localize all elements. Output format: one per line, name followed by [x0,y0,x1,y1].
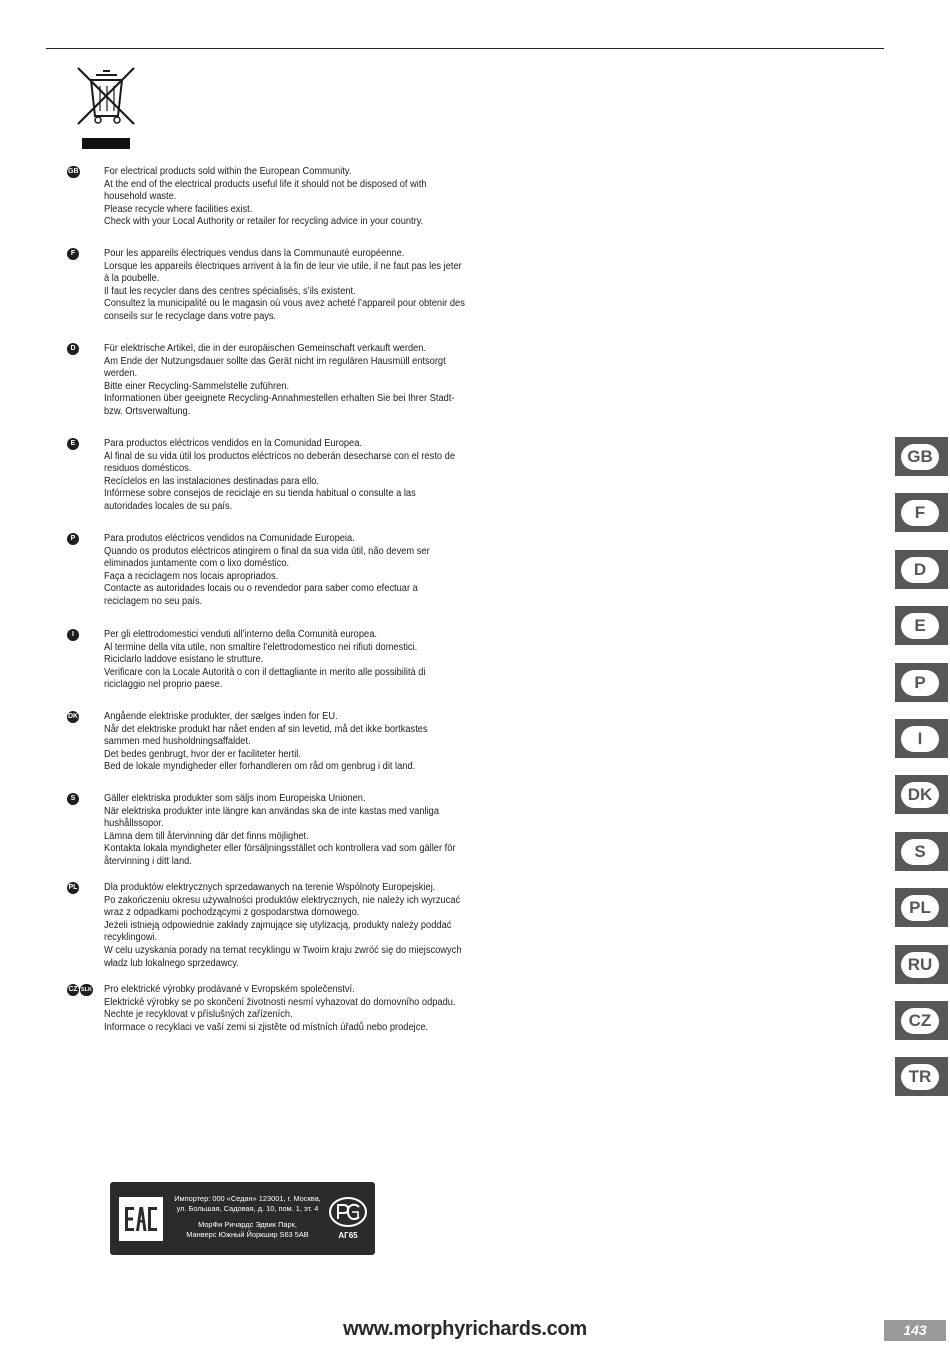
text-line: hushållssopor. [104,818,164,830]
lang-badge-i: I [67,629,79,641]
text-line: recyklingowi. [104,932,158,944]
text-line: Angående elektriske produkter, der sælges inden for EU. [104,711,338,722]
lang-badge-p: P [67,533,79,545]
text-line: eliminados juntamente com o lixo doméstico. [104,558,290,570]
text-line: werden. [104,368,138,380]
lang-badge-slk: SLK [80,984,93,996]
certification-text [170,1194,325,1240]
top-rule [46,48,884,49]
text-line: Al termine della vita utile, non smaltire l’elettrodomestico nei rifiuti domestici. [104,641,418,653]
text-line: Please recycle where facilities exist. [104,203,253,215]
text-line: sammen med husholdningsaffaldet. [104,736,251,748]
text-line: Per gli elettrodomestici venduti all’interno della Comunità europea. [104,629,377,640]
tab-s[interactable] [895,832,948,871]
tab-label: CZ [901,1008,939,1034]
importer-line: ул. Большая, Садовая, д. 10, пом. 1, эт. 4 [176,1204,319,1213]
text-line: Bed de lokale myndigheder eller forhandleren om råd om genbrug i dit land. [104,761,416,773]
tab-e[interactable] [895,606,948,645]
text-line: residuos domésticos. [104,463,192,475]
text-line: władz lub lokalnego sprzedawcy. [104,957,239,969]
text-line: Jeżeli istnieją odpowiednie zakłady zajmujące się utylizacją, produkty należy poddać [104,919,452,931]
text-line: Pro elektrické výrobky prodávané v Evropském společenství. [104,984,355,995]
tab-p[interactable] [895,663,948,702]
tab-label: S [901,839,939,865]
tab-dk[interactable] [895,775,948,814]
text-line: autoridades locales de su país. [104,500,233,512]
weee-crossed-bin-icon [76,66,136,150]
lang-badge-dk: DK [67,711,79,723]
manufacturer-line: МорФи Ричардс Эдвик Парк, [198,1220,297,1229]
text-line: Informationen über geeignete Recycling-Annahmestellen erhalten Sie bei Ihrer Stadt- [104,393,455,405]
pct-mark-icon [328,1196,368,1228]
page-number: 143 [884,1320,946,1341]
text-line: For electrical products sold within the European Community. [104,166,352,177]
tab-pl[interactable] [895,888,948,927]
text-line: Når det elektriske produkt har nået enden af sin levetid, må det ikke bortkastes [104,723,428,735]
text-line: Gäller elektriska produkter som säljs inom Europeiska Unionen. [104,793,366,804]
text-line: à la poubelle. [104,273,160,285]
tab-label: F [901,500,939,526]
text-line: Check with your Local Authority or retailer for recycling advice in your country. [104,216,424,228]
tab-label: I [901,726,939,752]
tab-ru[interactable] [895,945,948,984]
tab-label: D [901,557,939,583]
eac-mark-icon [119,1197,163,1241]
text-line: Po zakończeniu okresu używalności produktów elektrycznych, nie należy ich wyrzucać [104,894,461,906]
text-line: Informace o recyklaci ve vaší zemi si zjistěte od místních úřadů nebo prodejce. [104,1021,429,1033]
text-line: Para produtos eléctricos vendidos na Comunidade Europeia. [104,533,355,544]
lang-badge-f: F [67,248,79,260]
text-line: Verificare con la Locale Autorità o con il dettagliante in merito alle possibilità di [104,666,426,678]
tab-f[interactable] [895,493,948,532]
text-line: Elektrické výrobky se po skončení životnosti nesmí vyhazovat do domovního odpadu. [104,996,456,1008]
text-line: At the end of the electrical products useful life it should not be disposed of with [104,178,427,190]
text-line: Dla produktów elektrycznych sprzedawanych na terenie Wspólnoty Europejskiej. [104,882,436,893]
lang-badge-cz: CZ [67,984,79,996]
text-line: Nechte je recyklovat v příslušných zařízeních. [104,1009,293,1021]
lang-badge-gb: GB [67,166,80,178]
tab-tr[interactable] [895,1057,948,1096]
text-line: Para productos eléctricos vendidos en la Comunidad Europea. [104,438,362,449]
tab-d[interactable] [895,550,948,589]
text-line: Für elektrische Artikel, die in der europäischen Gemeinschaft verkauft werden. [104,343,427,354]
text-line: Lorsque les appareils électriques arrivent à la fin de leur vie utile, il ne faut pas les jeter [104,260,462,272]
tab-cz[interactable] [895,1001,948,1040]
tab-label: RU [901,952,939,978]
website-url[interactable]: www.morphyrichards.com [343,1318,587,1340]
tab-label: P [901,670,939,696]
text-line: bzw. Ortsverwaltung. [104,405,191,417]
lang-badge-e: E [67,438,79,450]
text-line: riciclaggio nel proprio paese. [104,679,223,691]
text-line: Det bedes genbrugt, hvor der er faciliteter hertil. [104,748,301,760]
text-line: Am Ende der Nutzungsdauer sollte das Gerät nicht im regulären Hausmüll entsorgt [104,355,446,367]
text-line: Faça a reciclagem nos locais apropriados. [104,570,279,582]
text-line: Contacte as autoridades locais ou o revendedor para saber como efectuar a [104,583,418,595]
lang-badge-group [67,984,93,996]
text-line: W celu uzyskania porady na temat recyklingu w Twoim kraju zwróć się do miejscowych [104,944,462,956]
text-line: conseils sur le recyclage dans votre pays. [104,310,277,322]
text-line: Pour les appareils électriques vendus dans la Communauté européenne. [104,248,405,259]
text-line: Recíclelos en las instalaciones destinadas para ello. [104,475,320,487]
text-line: Il faut les recycler dans des centres spécialisés, s’ils existent. [104,285,356,297]
tab-gb[interactable] [895,437,948,476]
text-line: Bitte einer Recycling-Sammelstelle zuführen. [104,380,290,392]
text-line: Quando os produtos eléctricos atingirem o final da sua vida útil, não devem ser [104,545,430,557]
text-line: reciclagem no seu país. [104,595,203,607]
importer-line: Импортер: 000 «Седан» 123001, г. Москва, [174,1194,321,1203]
tab-label: DK [901,782,939,808]
certification-block [110,1182,375,1255]
text-line: household waste. [104,191,177,203]
text-line: återvinning i ditt land. [104,855,192,867]
text-line: Riciclarlo laddove esistano le strutture. [104,654,264,666]
tab-label: GB [901,444,939,470]
text-line: Al final de su vida útil los productos eléctricos no deberán desecharse con el resto de [104,450,456,462]
text-line: När elektriska produkter inte längre kan användas ska de inte kastas med vanliga [104,805,439,817]
certification-code: АГ65 [338,1231,358,1240]
tab-i[interactable] [895,719,948,758]
tab-label: TR [901,1064,939,1090]
lang-badge-d: D [67,343,79,355]
manufacturer-line: Манверс Южный Йоркшир S63 5AB [186,1230,309,1239]
text-line: Kontakta lokala myndigheter eller försäljningsstället och kontrollera vad som gäller för [104,843,456,855]
text-line: Consultez la municipalité ou le magasin où vous avez acheté l’appareil pour obtenir des [104,298,465,310]
tab-label: PL [901,895,939,921]
text-line: wraz z odpadkami pochodzącymi z gospodarstwa domowego. [104,907,360,919]
lang-badge-pl: PL [67,882,79,894]
tab-label: E [901,613,939,639]
text-line: Infórmese sobre consejos de reciclaje en su tienda habitual o consulte a las [104,488,416,500]
lang-badge-s: S [67,793,79,805]
text-line: Lämna dem till återvinning där det finns möjlighet. [104,830,309,842]
